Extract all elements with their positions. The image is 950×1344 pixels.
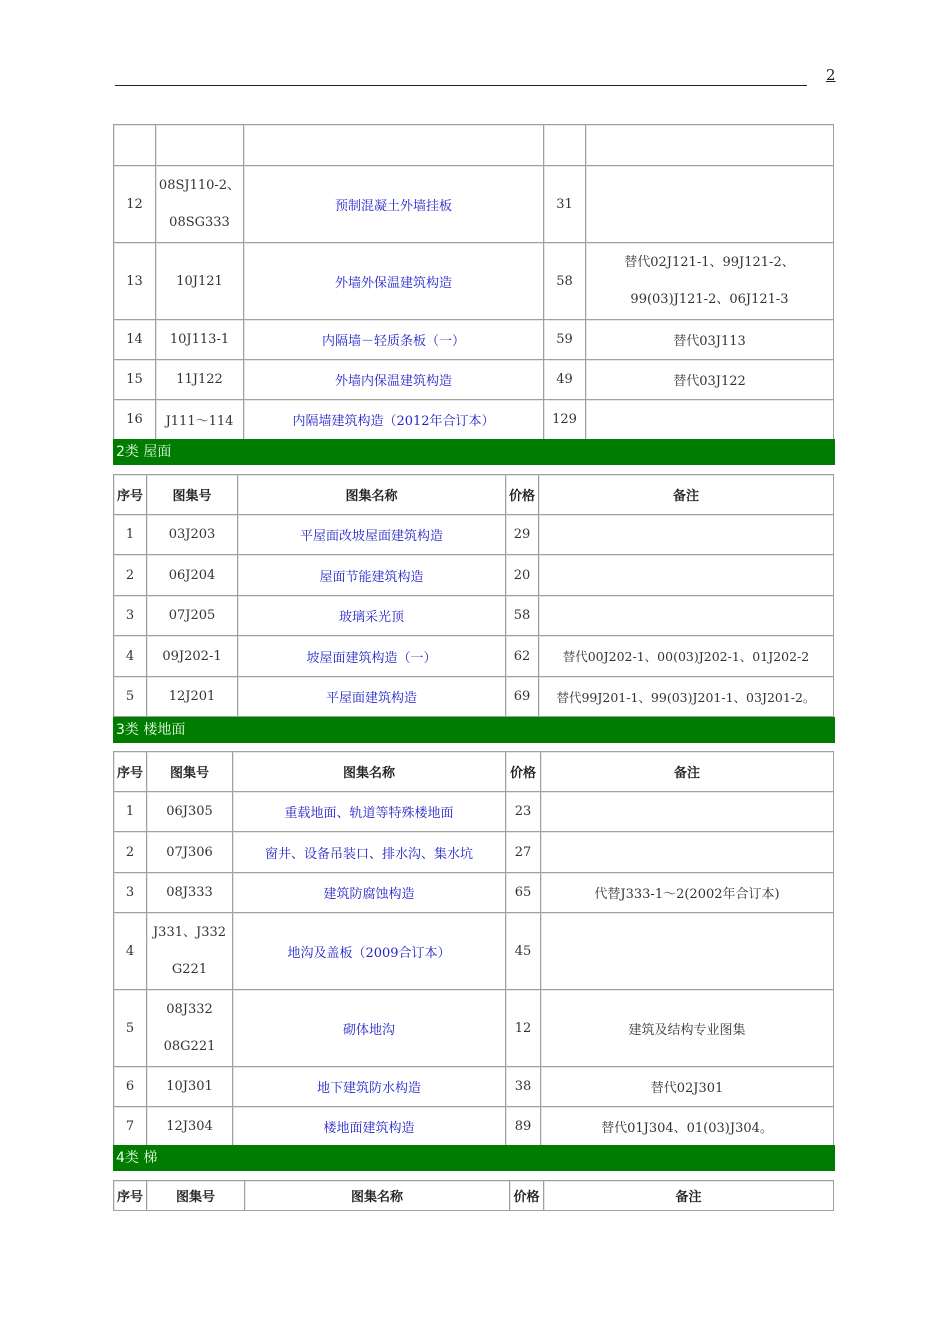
atlas-code: 12J201 <box>147 677 238 717</box>
remark <box>586 400 834 440</box>
atlas-code: 06J305 <box>147 792 233 832</box>
atlas-name-link[interactable]: 平屋面建筑构造 <box>238 677 506 717</box>
atlas-code: 07J306 <box>147 832 233 873</box>
row-number: 1 <box>114 792 147 832</box>
atlas-name-link[interactable]: 外墙外保温建筑构造 <box>244 243 544 320</box>
row-number: 3 <box>114 873 147 913</box>
row-number: 4 <box>114 913 147 990</box>
remark <box>539 596 834 636</box>
catalog-table-floor <box>113 751 834 1147</box>
remark: 替代03J122 <box>586 360 834 400</box>
section-title-floor: 3类 楼地面 <box>113 717 835 743</box>
atlas-name-link[interactable]: 屋面节能建筑构造 <box>238 555 506 596</box>
atlas-name-link[interactable]: 砌体地沟 <box>233 990 506 1067</box>
table-row <box>114 636 834 677</box>
row-number: 12 <box>114 166 156 243</box>
row-number: 4 <box>114 636 147 677</box>
remark <box>539 555 834 596</box>
row-number: 14 <box>114 320 156 360</box>
price: 58 <box>544 243 586 320</box>
table-row <box>114 1107 834 1147</box>
remark: 替代99J201-1、99(03)J201-1、03J201-2。 <box>539 677 834 717</box>
table-row <box>114 125 834 166</box>
atlas-code <box>147 990 233 1067</box>
table-row <box>114 792 834 832</box>
remark: 替代00J202-1、00(03)J202-1、01J202-2 <box>539 636 834 677</box>
row-number: 1 <box>114 515 147 555</box>
price <box>544 125 586 166</box>
atlas-code: 08J333 <box>147 873 233 913</box>
header-price: 价格 <box>510 1181 544 1211</box>
row-number: 15 <box>114 360 156 400</box>
price: 12 <box>506 990 541 1067</box>
atlas-code-line: 08J332 <box>166 1002 213 1017</box>
atlas-code: 09J202-1 <box>147 636 238 677</box>
price: 38 <box>506 1067 541 1107</box>
table-row <box>114 1067 834 1107</box>
atlas-name-link[interactable]: 建筑防腐蚀构造 <box>233 873 506 913</box>
remark <box>586 166 834 243</box>
atlas-code: J111～114 <box>156 400 244 440</box>
row-number: 6 <box>114 1067 147 1107</box>
price: 129 <box>544 400 586 440</box>
price: 20 <box>506 555 539 596</box>
price: 62 <box>506 636 539 677</box>
remark: 替代02J121-1、99J121-2、99(03)J121-2、06J121-3 <box>586 243 834 320</box>
atlas-code-line: G221 <box>171 962 208 977</box>
table-row <box>114 990 834 1067</box>
atlas-code: 03J203 <box>147 515 238 555</box>
remark: 替代03J113 <box>586 320 834 360</box>
row-number: 3 <box>114 596 147 636</box>
table-row <box>114 596 834 636</box>
catalog-table-roof <box>113 474 834 717</box>
row-number: 13 <box>114 243 156 320</box>
remark <box>541 832 834 873</box>
price: 49 <box>544 360 586 400</box>
header-code: 图集号 <box>147 1181 245 1211</box>
row-number: 5 <box>114 990 147 1067</box>
atlas-name-link[interactable]: 预制混凝土外墙挂板 <box>244 166 544 243</box>
row-number: 16 <box>114 400 156 440</box>
table-header-row <box>114 1181 834 1211</box>
table-header-row <box>114 752 834 792</box>
catalog-table-stairs <box>113 1180 834 1211</box>
atlas-name-link[interactable]: 楼地面建筑构造 <box>233 1107 506 1147</box>
table-row <box>114 677 834 717</box>
atlas-name-link[interactable]: 地下建筑防水构造 <box>233 1067 506 1107</box>
price: 65 <box>506 873 541 913</box>
remark: 代替J333-1～2(2002年合订本) <box>541 873 834 913</box>
header-no: 序号 <box>114 475 147 515</box>
table-row <box>114 555 834 596</box>
header-code: 图集号 <box>147 475 238 515</box>
header-rule <box>115 85 807 86</box>
atlas-code: 11J122 <box>156 360 244 400</box>
remark: 替代01J304、01(03)J304。 <box>541 1107 834 1147</box>
price: 29 <box>506 515 539 555</box>
price: 45 <box>506 913 541 990</box>
header-code: 图集号 <box>147 752 233 792</box>
atlas-code: 10J121 <box>156 243 244 320</box>
atlas-name-link[interactable] <box>244 125 544 166</box>
table-row <box>114 320 834 360</box>
remark <box>541 792 834 832</box>
header-remark: 备注 <box>544 1181 834 1211</box>
atlas-name-link[interactable]: 地沟及盖板（2009合订本） <box>233 913 506 990</box>
table-row <box>114 166 834 243</box>
remark <box>539 515 834 555</box>
atlas-code <box>156 125 244 166</box>
price: 69 <box>506 677 539 717</box>
header-remark: 备注 <box>541 752 834 792</box>
table-header-row <box>114 475 834 515</box>
page-number: 2 <box>826 66 836 84</box>
row-number: 5 <box>114 677 147 717</box>
atlas-code: 12J304 <box>147 1107 233 1147</box>
remark: 替代02J301 <box>541 1067 834 1107</box>
row-number: 2 <box>114 832 147 873</box>
atlas-code: 07J205 <box>147 596 238 636</box>
atlas-code: 10J301 <box>147 1067 233 1107</box>
header-price: 价格 <box>506 475 539 515</box>
atlas-code <box>147 913 233 990</box>
price: 27 <box>506 832 541 873</box>
table-row <box>114 360 834 400</box>
atlas-code: 10J113-1 <box>156 320 244 360</box>
table-row <box>114 873 834 913</box>
table-row <box>114 515 834 555</box>
atlas-name-link[interactable]: 玻璃采光顶 <box>238 596 506 636</box>
atlas-name-link[interactable]: 重载地面、轨道等特殊楼地面 <box>233 792 506 832</box>
remark <box>586 125 834 166</box>
remark: 建筑及结构专业图集 <box>541 990 834 1067</box>
header-price: 价格 <box>506 752 541 792</box>
atlas-name-link[interactable]: 内隔墙－轻质条板（一） <box>244 320 544 360</box>
remark <box>541 913 834 990</box>
header-name: 图集名称 <box>238 475 506 515</box>
row-number <box>114 125 156 166</box>
atlas-name-link[interactable]: 平屋面改坡屋面建筑构造 <box>238 515 506 555</box>
price: 58 <box>506 596 539 636</box>
price: 31 <box>544 166 586 243</box>
atlas-name-link[interactable]: 窗井、设备吊装口、排水沟、集水坑 <box>233 832 506 873</box>
atlas-code: 08SJ110-2、08SG333 <box>156 166 244 243</box>
header-no: 序号 <box>114 1181 147 1211</box>
atlas-name-link[interactable]: 坡屋面建筑构造（一） <box>238 636 506 677</box>
atlas-code: 06J204 <box>147 555 238 596</box>
price: 89 <box>506 1107 541 1147</box>
atlas-code-line: J331、J332 <box>152 925 227 940</box>
header-name: 图集名称 <box>245 1181 510 1211</box>
header-name: 图集名称 <box>233 752 506 792</box>
row-number: 7 <box>114 1107 147 1147</box>
row-number: 2 <box>114 555 147 596</box>
atlas-name-link[interactable]: 外墙内保温建筑构造 <box>244 360 544 400</box>
atlas-code-line: 08G221 <box>163 1039 216 1054</box>
table-row <box>114 243 834 320</box>
price: 23 <box>506 792 541 832</box>
atlas-name-link[interactable]: 内隔墙建筑构造（2012年合订本） <box>244 400 544 440</box>
catalog-table-walls <box>113 124 834 440</box>
section-title-stairs: 4类 梯 <box>113 1145 835 1171</box>
header-remark: 备注 <box>539 475 834 515</box>
header-no: 序号 <box>114 752 147 792</box>
section-title-roof: 2类 屋面 <box>113 439 835 465</box>
table-row <box>114 913 834 990</box>
table-row <box>114 400 834 440</box>
price: 59 <box>544 320 586 360</box>
table-row <box>114 832 834 873</box>
